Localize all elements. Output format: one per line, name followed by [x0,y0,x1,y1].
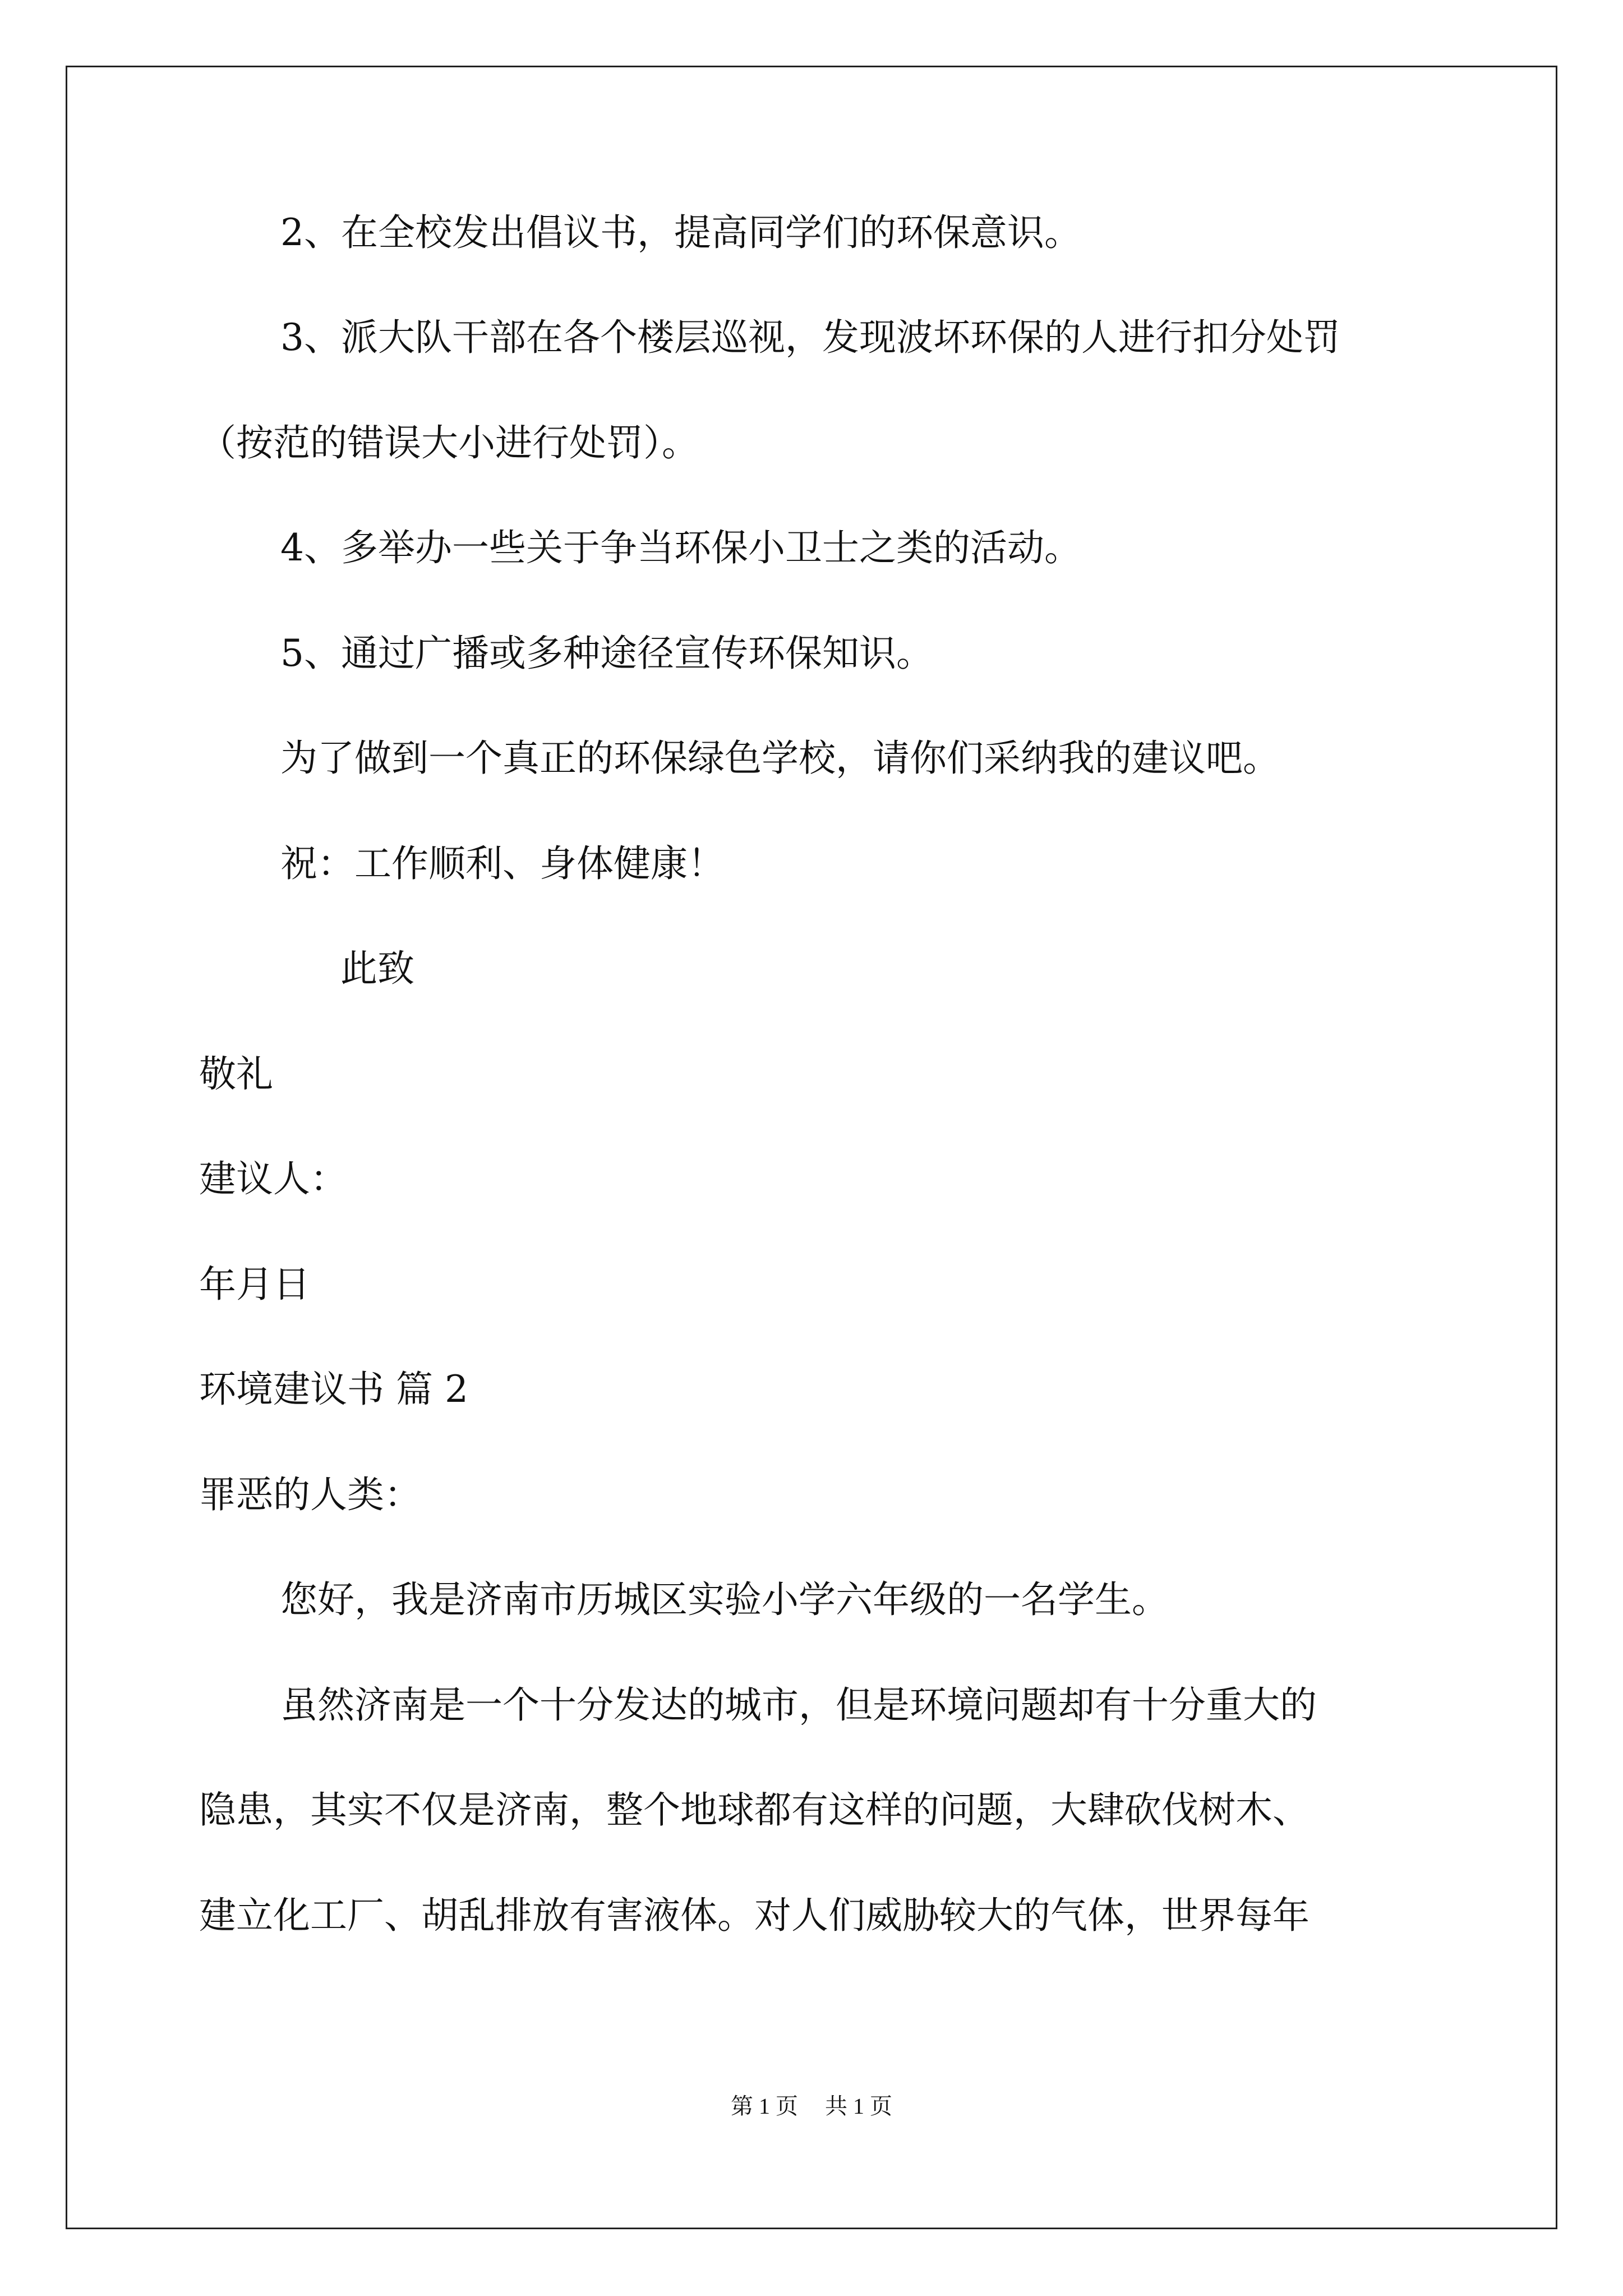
page-count: 共 1 页 [825,2093,892,2119]
text-line: 您好，我是济南市历城区实验小学六年级的一名学生。 [280,1578,1169,1621]
closing-regards: 敬礼 [199,1052,273,1096]
text-line: （按范的错误大小进行处罚）。 [199,421,699,464]
date-label: 年月日 [199,1263,310,1306]
text-line: 隐患，其实不仅是济南，整个地球都有这样的问题，大肆砍伐树木、 [199,1788,1310,1832]
letter-greeting: 罪恶的人类： [199,1473,421,1516]
signature-label: 建议人： [199,1157,347,1200]
text-line: 3、派大队干部在各个楼层巡视，发现波坏环保的人进行扣分处罚 [280,316,1340,359]
text-line: 为了做到一个真正的环保绿色学校，请你们采纳我的建议吧。 [280,737,1280,780]
text-line: 建立化工厂、胡乱排放有害液体。对人们威胁较大的气体，世界每年 [199,1894,1310,1937]
page-footer [0,2092,1623,2120]
text-line: 4、多举办一些关于争当环保小卫士之类的活动。 [280,526,1081,569]
section-heading: 环境建议书 篇 2 [199,1368,468,1411]
text-line: 5、通过广播或多种途径宣传环保知识。 [280,632,933,675]
closing-salutation: 此致 [340,947,414,990]
page-number: 第 1 页 [731,2093,798,2119]
text-line: 2、在全校发出倡议书，提高同学们的环保意识。 [280,211,1081,254]
text-line: 祝：工作顺利、身体健康！ [280,842,725,885]
text-line: 虽然济南是一个十分发达的城市，但是环境问题却有十分重大的 [280,1683,1317,1727]
